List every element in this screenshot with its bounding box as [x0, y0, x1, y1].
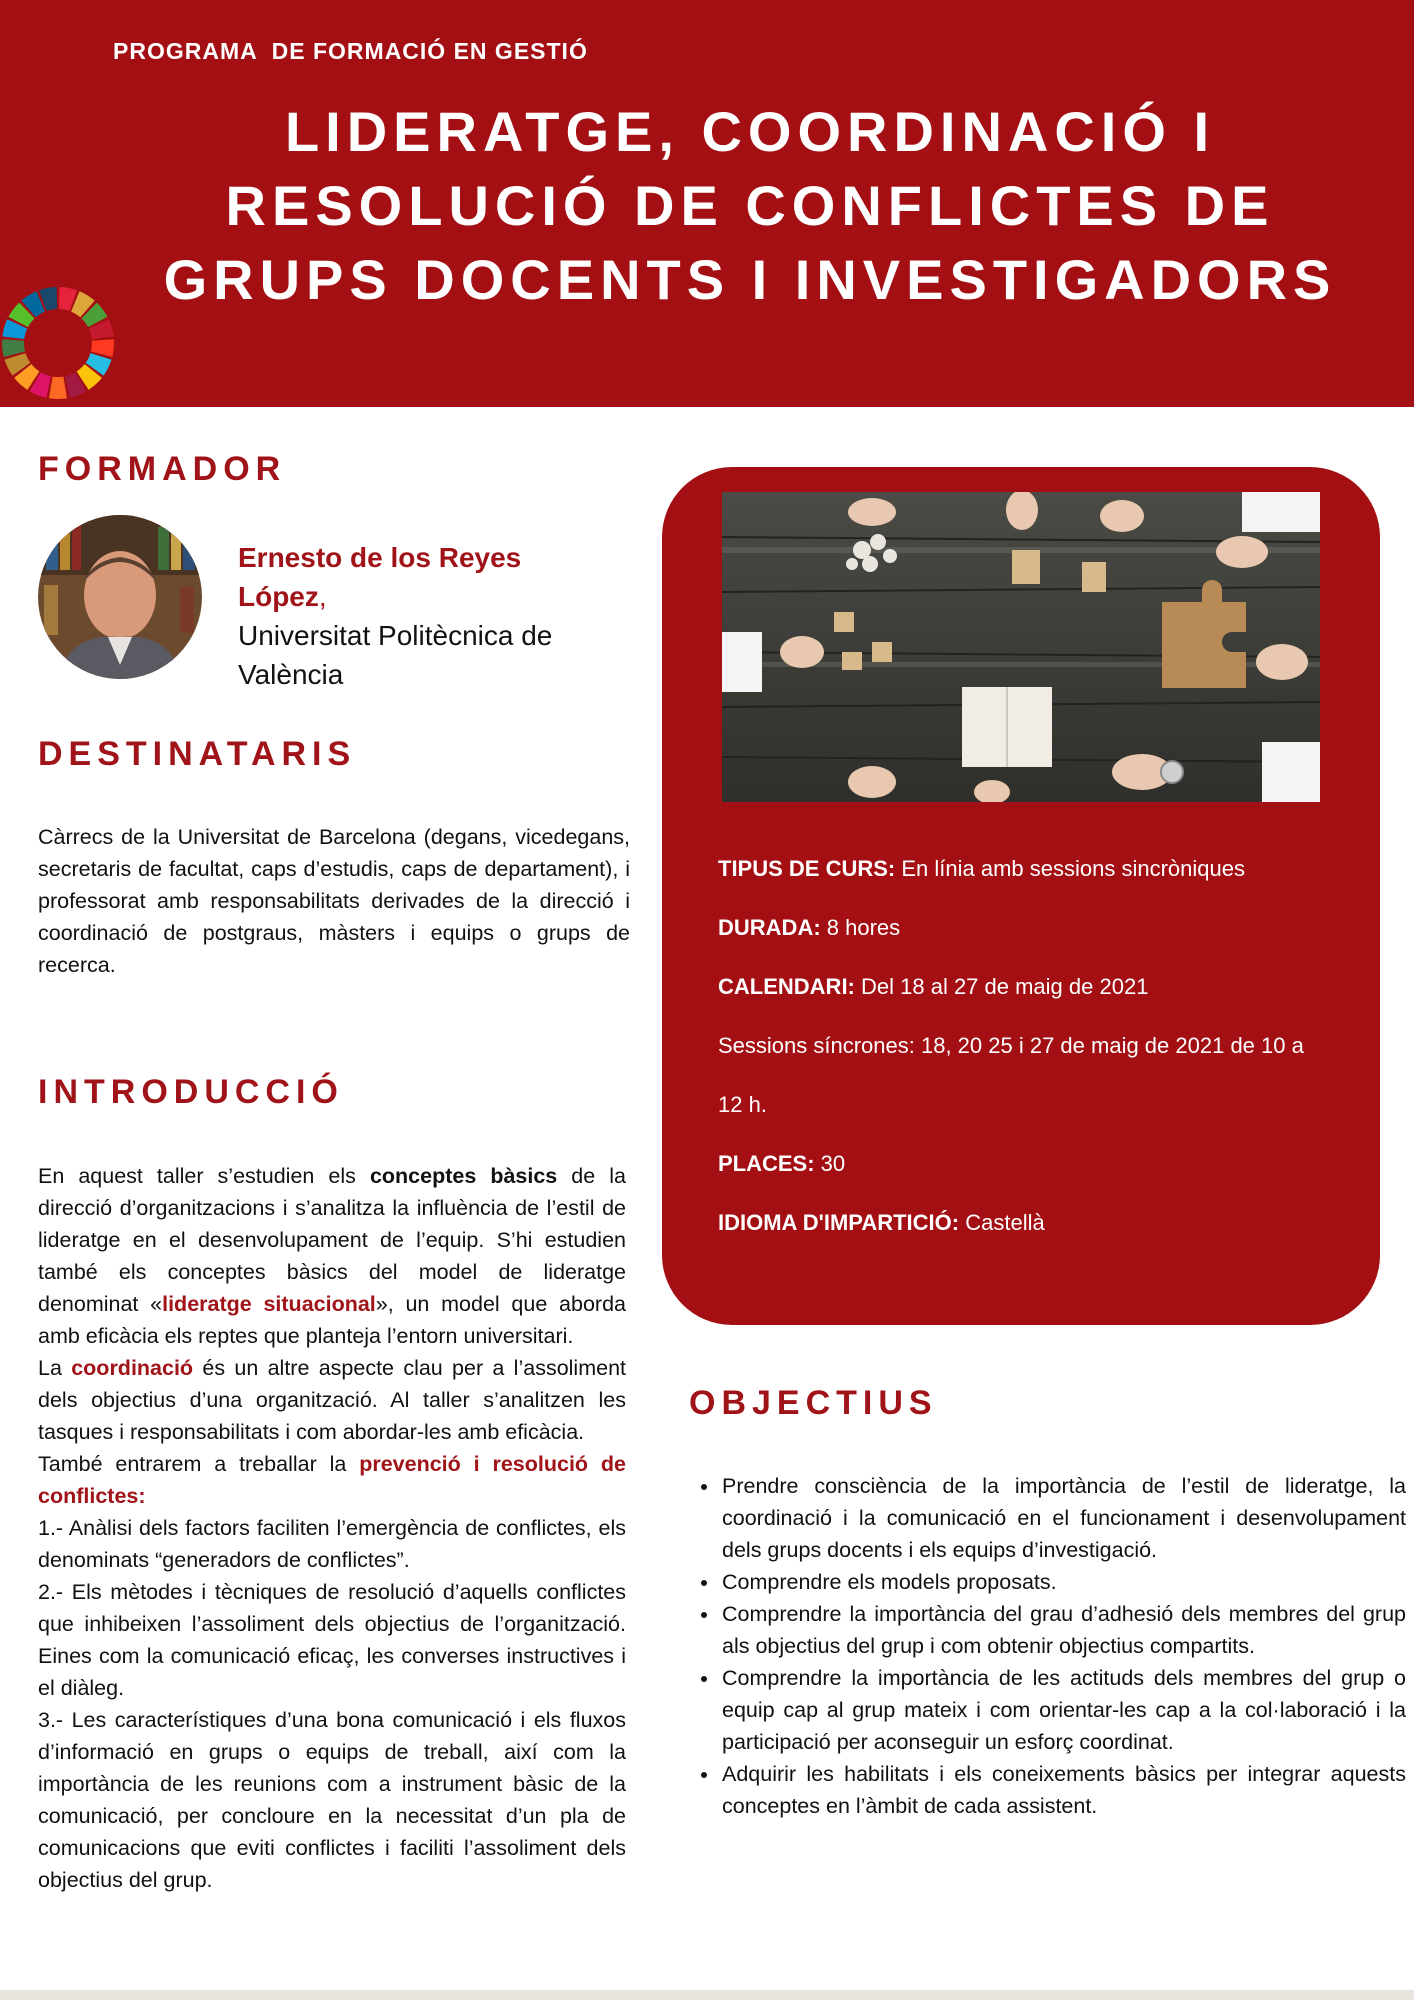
duration-row: DURADA: 8 hores: [718, 915, 901, 940]
intro-paragraph-3: També entrarem a treballar la prevenció i resolució de conflictes:: [38, 1452, 627, 1508]
course-details: [718, 854, 1358, 1267]
objectives-list: [690, 1470, 1406, 1822]
sessions-row: Sessions síncrones: 18, 20 25 i 27 de maig de 2021 de 10 a: [718, 1033, 1304, 1058]
recipients-text: [38, 821, 630, 981]
intro-highlight: lideratge situacional: [162, 1292, 376, 1316]
program-label: PROGRAMA DE FORMACIÓ EN GESTIÓ: [113, 38, 588, 64]
intro-paragraph-5: 2.- Els mètodes i tècniques de resolució d’aquells conflictes que inhibeixen l’assoliment dels objectius de l’organització. Eines com la comunicació eficaç, les converses instructives i el diàleg.: [38, 1580, 626, 1700]
intro-highlight: conceptes bàsics: [369, 1164, 558, 1188]
intro-paragraph-1: En aquest taller s’estudien els conceptes bàsics de la direcció d’organitzacions i s’analitza la influència de l’estil de lideratge en el desenvolupament de l’equip. S’hi estudien també els conceptes bàsics del model de lideratge denominat «lideratge situacional», un model que aborda amb eficàcia els reptes que planteja l’entorn universitari.: [38, 1164, 626, 1348]
trainer-name-comma: ,: [318, 581, 327, 612]
course-title-line: LIDERATGE, COORDINACIÓ I: [284, 100, 1216, 163]
sdg-wheel-logo: [0, 285, 116, 401]
objective-item: • Comprendre els models proposats.: [720, 1566, 1406, 1598]
header-banner: [0, 0, 1414, 407]
course-title-line: GRUPS DOCENTS I INVESTIGADORS: [163, 248, 1337, 311]
intro-paragraph-6: 3.- Les característiques d’una bona comunicació i els fluxos d’informació en grups o equips de treball, així com la importància de les reunions com a instrument bàsic de la comunicació, per concloure en la necessitat d’un pla de comunicacions que eviti conflictes i faciliti l’assoliment dels objectius del grup.: [38, 1708, 626, 1892]
recipients-paragraph: Càrrecs de la Universitat de Barcelona (degans, vicedegans, secretaris de facultat, caps d’estudis, caps de departament), i professorat amb responsabilitats derivades de la direcció i coordinació de postgraus, màsters i equips o grups de recerca.: [38, 825, 630, 977]
recipients-heading: DESTINATARIS: [38, 735, 357, 773]
intro-paragraph-2: La coordinació és un altre aspecte clau per a l’assoliment dels objectius d’una organització. Al taller s’analitzen les tasques i responsabilitats i com abordar-les amb eficàcia.: [38, 1356, 627, 1444]
places-row: PLACES: 30: [718, 1151, 846, 1176]
sdg-wheel-segment: [49, 377, 67, 399]
introduction-text: [38, 1160, 626, 1896]
course-type-row: TIPUS DE CURS: En línia amb sessions sincròniques: [718, 856, 1245, 881]
objectives-heading: OBJECTIUS: [689, 1384, 938, 1422]
intro-highlight: coordinació: [71, 1356, 194, 1380]
intro-highlight: prevenció i resolució de conflictes:: [38, 1452, 627, 1508]
course-info-card: [662, 467, 1380, 1325]
bottom-divider: [0, 1990, 1414, 2000]
sessions-row-continued: 12 h.: [718, 1092, 767, 1117]
language-row: IDIOMA D'IMPARTICIÓ: Castellà: [718, 1210, 1045, 1235]
trainer-affiliation: Universitat Politècnica de València: [238, 620, 553, 690]
objective-item: • Adquirir les habilitats i els coneixements bàsics per integrar aquests conceptes en l’àmbit de cada assistent.: [720, 1758, 1406, 1822]
introduction-heading: INTRODUCCIÓ: [38, 1073, 344, 1111]
trainer-info: [238, 538, 598, 694]
objective-item: • Comprendre la importància de les actituds dels membres del grup o equip cap al grup mateix i com orientar-les cap a la col·laboració i la participació per aconseguir un esforç coordinat.: [720, 1662, 1406, 1758]
trainer-heading: FORMADOR: [38, 450, 287, 488]
objective-item: • Prendre consciència de la importància de l’estil de lideratge, la coordinació i la comunicació en el funcionament i desenvolupament dels grups docents i els equips d’investigació.: [720, 1470, 1406, 1566]
objective-item: • Comprendre la importància del grau d’adhesió dels membres del grup als objectius del grup i com obtenir objectius compartits.: [720, 1598, 1406, 1662]
trainer-avatar: [38, 515, 202, 679]
sdg-wheel-segment: [91, 339, 114, 357]
course-title-line: RESOLUCIÓ DE CONFLICTES DE: [225, 174, 1275, 237]
teamwork-puzzle-image: [722, 492, 1320, 802]
trainer-name: Ernesto de los Reyes López: [238, 542, 522, 612]
course-title: [100, 95, 1400, 317]
calendar-row: CALENDARI: Del 18 al 27 de maig de 2021: [718, 974, 1149, 999]
intro-paragraph-4: 1.- Anàlisi dels factors faciliten l’emergència de conflictes, els denominats “generadors de conflictes”.: [38, 1516, 626, 1572]
sdg-wheel-segment: [2, 339, 25, 357]
